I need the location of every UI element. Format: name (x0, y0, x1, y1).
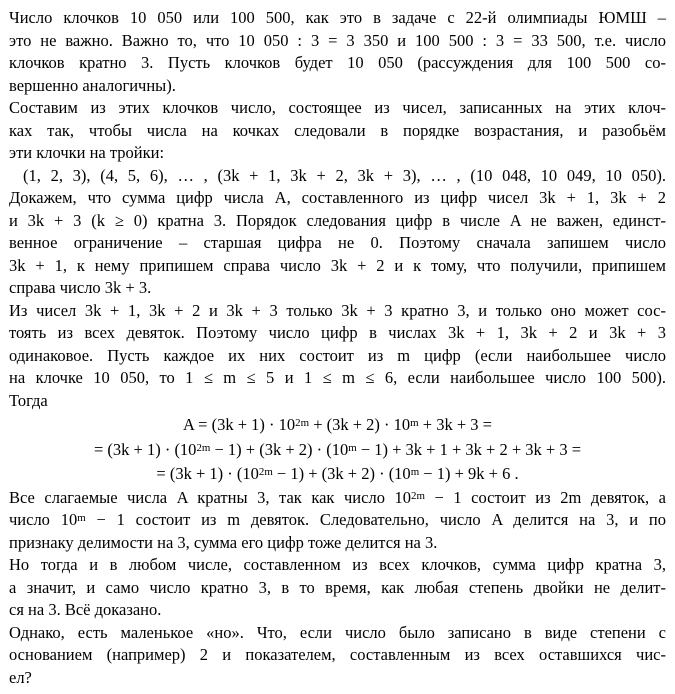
text-line (9, 7, 666, 30)
text-run: − 1) + (3k + 2) · (10 (210, 439, 349, 459)
superscript-exponent: 2m (196, 441, 211, 454)
superscript-exponent: 2m (295, 417, 310, 430)
equation-line (9, 438, 666, 462)
text-line (9, 345, 666, 368)
text-line (9, 52, 666, 75)
text-line (9, 532, 666, 555)
text-line (9, 97, 666, 120)
text-run: Составим из этих клочков число, состоящее из чисел, записанных на этих клоч- (9, 98, 666, 117)
text-run: а значит, и само число кратно 3, в то время, как любая степень двойки не делит- (9, 577, 666, 597)
text-run: − 1) + 3k + 1 + 3k + 2 + 3k + 3 = (356, 439, 582, 459)
text-run: одинаковое. Пусть каждое их них состоит из m цифр (если наибольшее число (9, 345, 666, 365)
text-run: вершенно аналогичны). (9, 75, 176, 95)
text-line (9, 75, 666, 98)
text-run: венное ограничение – старшая цифра не 0. Поэтому сначала запишем число (9, 233, 666, 252)
text-run: Но тогда и в любом числе, составленном из всех клочков, сумма цифр кратна 3, (9, 555, 666, 574)
text-run: − 1) + (3k + 2) · (10 (272, 464, 411, 483)
text-run: признаку делимости на 3, сумма его цифр тоже делится на 3. (9, 532, 438, 552)
text-line (9, 120, 666, 143)
text-line (9, 187, 666, 210)
text-run: = (3k + 1) · (10 (93, 439, 197, 459)
text-line (9, 277, 666, 300)
text-line (9, 232, 666, 255)
text-run: (1, 2, 3), (4, 5, 6), … , (3k + 1, 3k + 2, 3k + 3), … , (10 048, 10 049, 10 050). (23, 165, 666, 185)
text-line (9, 30, 666, 53)
text-run: Все слагаемые числа A кратны 3, так как число 10 (9, 487, 412, 507)
text-run: − 1) + 9k + 6 . (419, 464, 519, 483)
text-run: число 10 (9, 510, 78, 529)
text-run: − 1 состоит из m девяток. Следовательно, число A делится на 3, и по (85, 510, 667, 529)
text-run: − 1 состоит из 2m девяток, а (424, 487, 667, 507)
text-run: A = (3k + 1) · 10 (183, 415, 296, 434)
text-line (9, 554, 666, 577)
text-line (9, 322, 666, 345)
text-run: 3k + 1, к нему припишем справа число 3k + 2 и к тому, что получили, припишем (9, 255, 666, 275)
text-line (9, 142, 666, 165)
text-line (9, 622, 666, 645)
equation-line (9, 413, 666, 437)
text-run: справа число 3k + 3. (9, 278, 152, 297)
text-run: Докажем, что сумма цифр числа A, составленного из цифр чисел 3k + 1, 3k + 2 (9, 188, 666, 207)
text-run: ках так, чтобы числа на кочках следовали в порядке возрастания, и разобьём (9, 120, 666, 140)
superscript-exponent: m (348, 441, 357, 454)
text-run: Однако, есть маленькое «но». Что, если число было записано в виде степени с (9, 622, 666, 642)
superscript-exponent: 2m (411, 489, 425, 502)
text-line (9, 577, 666, 600)
superscript-exponent: m (77, 512, 86, 525)
text-line (9, 255, 666, 278)
text-line (9, 667, 666, 690)
text-run: = (3k + 1) · (10 (156, 464, 259, 483)
text-run: это не важно. Важно то, что 10 050 : 3 = 3 350 и 100 500 : 3 = 33 500, т.е. число (9, 30, 666, 50)
text-run: клочков кратно 3. Пусть клочков будет 10 050 (рассуждения для 100 500 со- (9, 53, 666, 72)
text-line (9, 509, 666, 532)
text-run: + 3k + 3 = (418, 415, 492, 434)
text-run: эти клочки на тройки: (9, 143, 165, 162)
text-line (9, 599, 666, 622)
text-line (9, 487, 666, 510)
text-run: и 3k + 3 (k ≥ 0) кратна 3. Порядок следования цифр в числе A не важен, единст- (9, 210, 666, 230)
text-run: Тогда (9, 390, 48, 410)
text-line (9, 367, 666, 390)
text-line (9, 644, 666, 667)
text-run: тоять из всех девяток. Поэтому число цифр в числах 3k + 1, 3k + 2 и 3k + 3 (9, 323, 666, 342)
text-run: ел? (9, 667, 32, 687)
text-run: на клочке 10 050, то 1 ≤ m ≤ 5 и 1 ≤ m ≤ 6, если наибольшее число 100 500). (9, 368, 666, 387)
text-run: Число клочков 10 050 или 100 500, как это в задаче с 22-й олимпиады ЮМШ – (9, 8, 666, 27)
text-line (9, 210, 666, 233)
superscript-exponent: 2m (258, 466, 273, 479)
text-run: Из чисел 3k + 1, 3k + 2 и 3k + 3 только 3k + 3 кратно 3, и только оно может сос- (9, 300, 666, 320)
text-line (9, 390, 666, 413)
superscript-exponent: m (410, 466, 420, 479)
superscript-exponent: m (410, 417, 419, 430)
text-line (9, 300, 666, 323)
text-run: ся на 3. Всё доказано. (9, 600, 162, 619)
text-line (9, 165, 666, 188)
text-run: основанием (например) 2 и показателем, составленным из всех оставшихся чис- (9, 645, 666, 664)
text-run: + (3k + 2) · 10 (309, 415, 411, 434)
equation-line (9, 462, 666, 486)
